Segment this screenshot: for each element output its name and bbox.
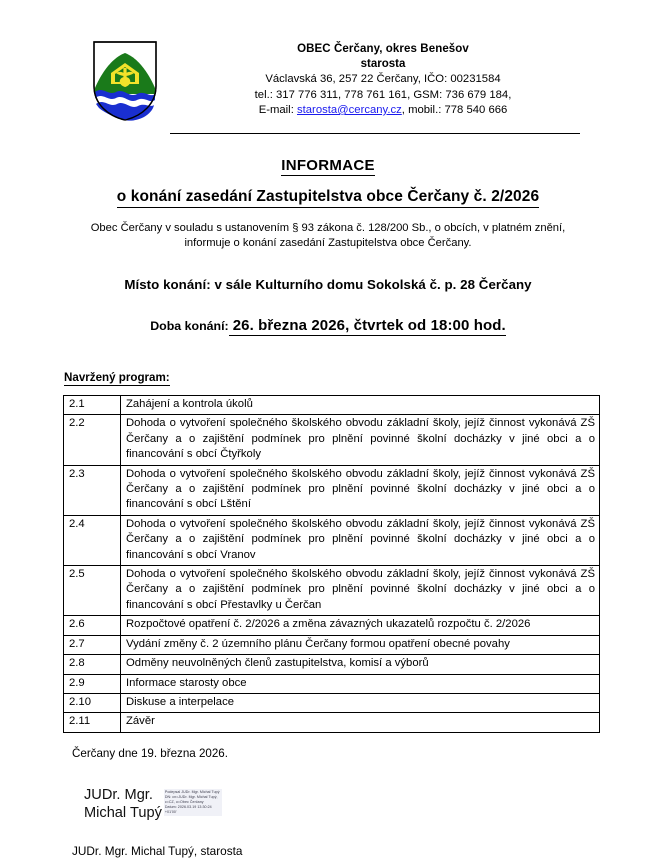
email-label: E-mail:	[258, 104, 297, 116]
table-row	[64, 515, 600, 565]
program-item-number: 2.6	[64, 616, 121, 635]
organization-email-line	[188, 103, 578, 119]
stamp-line-dn-2: c=CZ, o=Obec Čerčany	[164, 799, 204, 804]
table-row	[64, 635, 600, 654]
program-heading: Navržený program:	[64, 371, 170, 384]
table-row	[64, 655, 600, 674]
program-item-number: 2.8	[64, 655, 121, 674]
program-item-text: Odměny neuvolněných členů zastupitelstva, komisí a výborů	[121, 655, 600, 674]
time-value: 26. března 2026, čtvrtek od 18:00 hod.	[229, 317, 506, 336]
coat-of-arms-icon	[92, 40, 158, 122]
intro-paragraph	[78, 221, 578, 251]
signature-name	[84, 786, 162, 822]
program-item-number: 2.5	[64, 566, 121, 616]
signature-name-line-1: JUDr. Mgr.	[84, 786, 153, 803]
title-area	[0, 156, 656, 251]
stamp-line-signer: Podepsal JUDr. Mgr. Michal Tupý	[164, 789, 220, 794]
digital-signature-stamp	[164, 789, 222, 816]
time-row	[0, 317, 656, 335]
program-item-text: Vydání změny č. 2 územního plánu Čerčany formou opatření obecné povahy	[121, 635, 600, 654]
venue-line: Místo konání: v sále Kulturního domu Sokolská č. p. 28 Čerčany	[124, 277, 532, 292]
program-item-number: 2.2	[64, 415, 121, 465]
place-date-line: Čerčany dne 19. března 2026.	[72, 746, 228, 760]
program-table	[63, 395, 600, 733]
stamp-line-offset: +01'00'	[164, 810, 177, 815]
stamp-line-date: Datum: 2026.03.19 13:30:24	[164, 805, 212, 809]
document-subtitle: o konání zasedání Zastupitelstva obce Čerčany č. 2/2026	[117, 187, 539, 208]
table-row	[64, 713, 600, 732]
table-row	[64, 674, 600, 693]
program-item-text: Informace starosty obce	[121, 674, 600, 693]
signature-caption: JUDr. Mgr. Michal Tupý, starosta	[72, 843, 243, 858]
intro-line-2: informuje o konání zasedání Zastupitelstva obce Čerčany.	[184, 237, 472, 249]
program-item-text: Rozpočtové opatření č. 2/2026 a změna závazných ukazatelů rozpočtu č. 2/2026	[121, 616, 600, 635]
program-item-text: Diskuse a interpelace	[121, 693, 600, 712]
table-row	[64, 566, 600, 616]
program-item-text: Závěr	[121, 713, 600, 732]
program-table-body	[64, 396, 600, 733]
program-item-text: Dohoda o vytvoření společného školského obvodu základní školy, jejíž činnost vykonává ZŠ Čerčany a o zajištění podmínek pro plnění povinné školní docházky v jiné obci a o financování s obcí Čtyřkoly	[121, 415, 600, 465]
signature-name-line-2: Michal Tupý	[84, 804, 162, 821]
table-row	[64, 693, 600, 712]
document-title: INFORMACE	[281, 157, 375, 174]
program-item-number: 2.4	[64, 515, 121, 565]
program-item-number: 2.10	[64, 693, 121, 712]
organization-block	[188, 38, 656, 119]
program-item-number: 2.1	[64, 396, 121, 415]
email-link[interactable]: starosta@cercany.cz	[296, 104, 402, 116]
table-row	[64, 465, 600, 515]
program-item-text: Dohoda o vytvoření společného školského obvodu základní školy, jejíž činnost vykonává ZŠ Čerčany a o zajištění podmínek pro plnění povinné školní docházky v jiné obci a o financování s obcí Přestavlky u Čerčan	[121, 566, 600, 616]
program-item-text: Dohoda o vytvoření společného školského obvodu základní školy, jejíž činnost vykonává ZŠ Čerčany a o zajištění podmínek pro plnění povinné školní docházky v jiné obci a o financování s obcí Vranov	[121, 515, 600, 565]
program-item-number: 2.9	[64, 674, 121, 693]
document-header	[0, 0, 656, 122]
time-label: Doba konání:	[150, 319, 229, 333]
organization-address: Václavská 36, 257 22 Čerčany, IČO: 00231584	[265, 73, 501, 85]
program-item-number: 2.11	[64, 713, 121, 732]
intro-line-1: Obec Čerčany v souladu s ustanovením § 93 zákona č. 128/200 Sb., o obcích, v platném znění,	[90, 222, 566, 234]
signature-block	[84, 786, 656, 822]
program-item-number: 2.7	[64, 635, 121, 654]
organization-name: OBEC Čerčany, okres Benešov	[297, 43, 469, 55]
crest-container	[92, 38, 188, 122]
program-item-number: 2.3	[64, 465, 121, 515]
table-row	[64, 415, 600, 465]
program-item-text: Dohoda o vytvoření společného školského obvodu základní školy, jejíž činnost vykonává ZŠ Čerčany a o zajištění podmínek pro plnění povinné školní docházky v jiné obci a o financování s obcí Lštění	[121, 465, 600, 515]
program-heading-wrap	[0, 353, 656, 390]
header-divider	[170, 133, 580, 134]
table-row	[64, 396, 600, 415]
table-row	[64, 616, 600, 635]
mobile-label: , mobil.: 778 540 666	[401, 104, 508, 116]
stamp-line-dn-1: DN: cn=JUDr. Mgr. Michal Tupý,	[164, 794, 218, 799]
organization-role: starosta	[360, 58, 406, 70]
organization-phone: tel.: 317 776 311, 778 761 161, GSM: 736 679 184,	[254, 88, 512, 101]
program-item-text: Zahájení a kontrola úkolů	[121, 396, 600, 415]
